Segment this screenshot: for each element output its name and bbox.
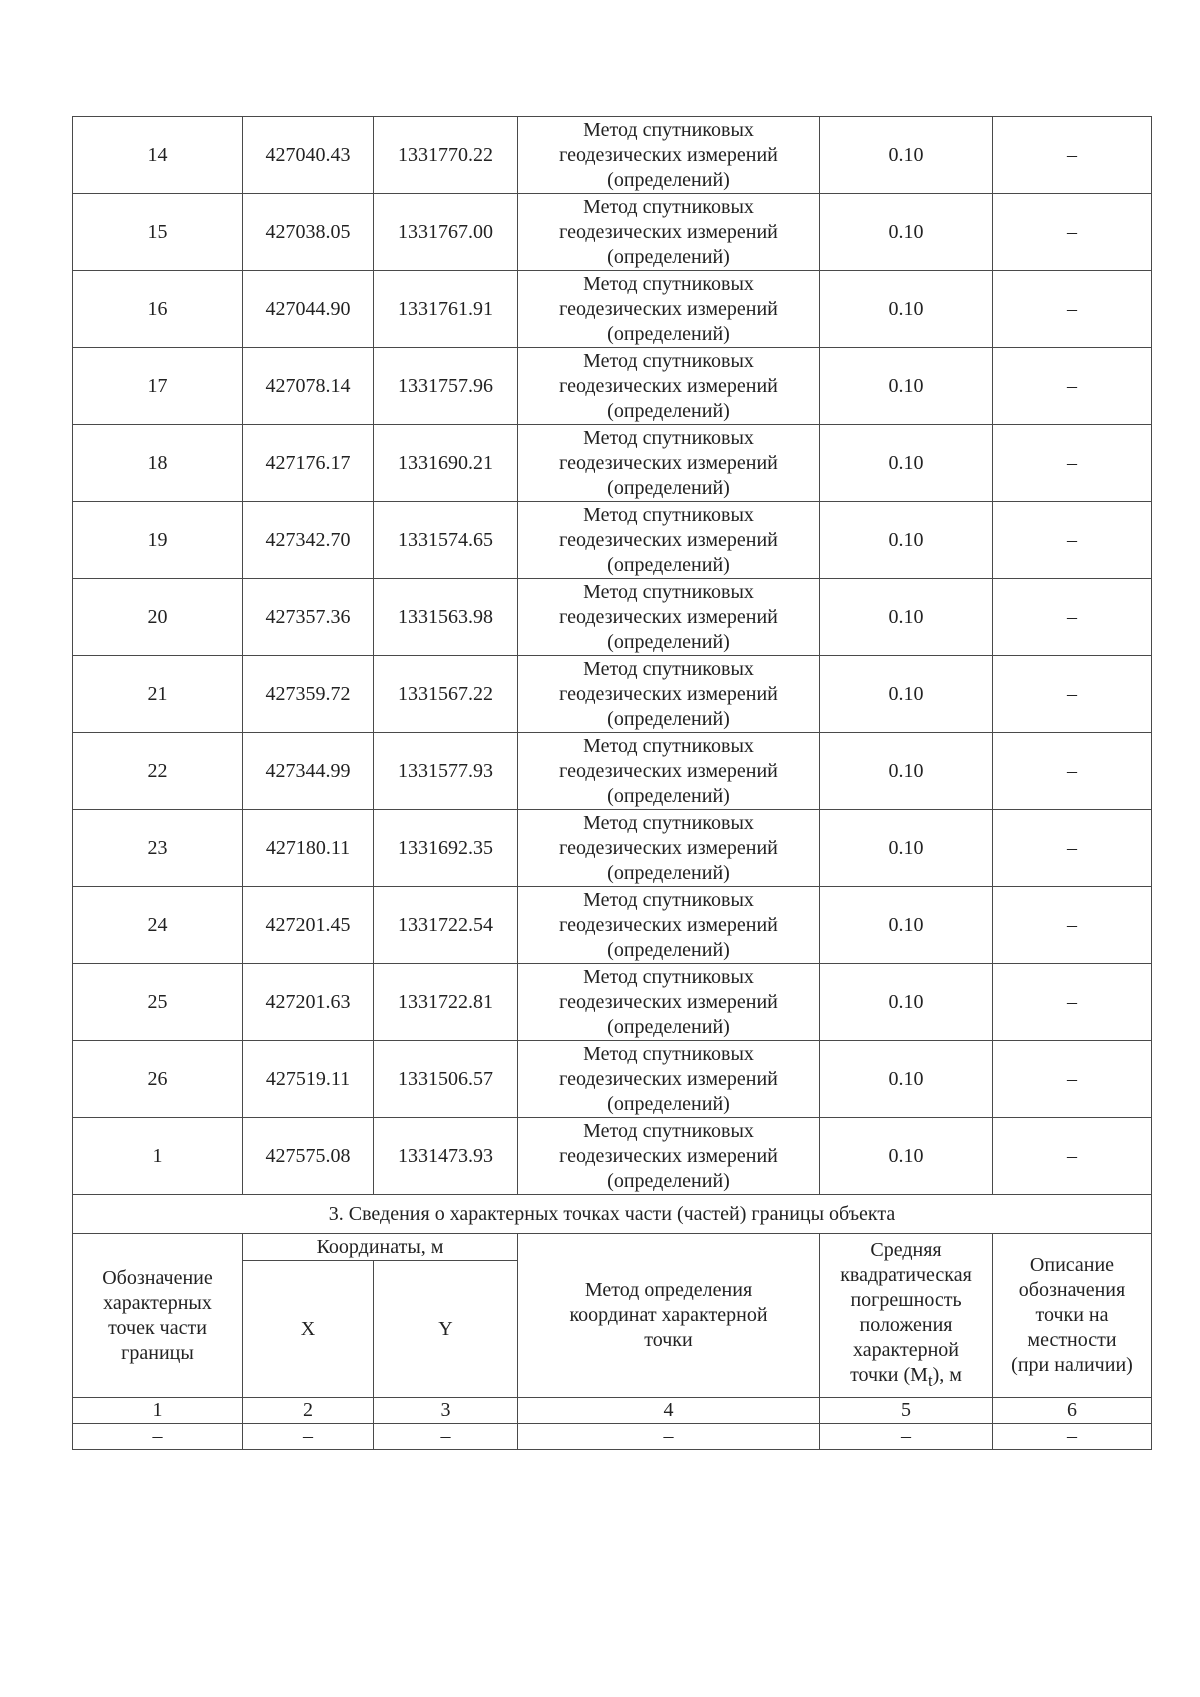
- point-number-cell: 23: [73, 810, 243, 887]
- x-coordinate-cell: 427359.72: [243, 656, 374, 733]
- description-cell: –: [993, 656, 1152, 733]
- point-number-cell: 19: [73, 502, 243, 579]
- point-row: [73, 194, 1152, 271]
- point-number-cell: 18: [73, 425, 243, 502]
- y-coordinate-cell: 1331767.00: [374, 194, 518, 271]
- y-coordinate-cell: 1331722.81: [374, 964, 518, 1041]
- column-number: 2: [243, 1398, 374, 1424]
- point-row: [73, 502, 1152, 579]
- empty-data-row: [73, 1424, 1152, 1450]
- method-cell: Метод спутниковых геодезических измерений (определений): [518, 348, 820, 425]
- error-cell: 0.10: [820, 425, 993, 502]
- method-cell: Метод спутниковых геодезических измерений (определений): [518, 733, 820, 810]
- error-cell: 0.10: [820, 964, 993, 1041]
- error-cell: 0.10: [820, 348, 993, 425]
- y-coordinate-cell: 1331473.93: [374, 1118, 518, 1195]
- point-number-cell: 16: [73, 271, 243, 348]
- method-cell: Метод спутниковых геодезических измерений (определений): [518, 579, 820, 656]
- method-cell: Метод спутниковых геодезических измерений (определений): [518, 271, 820, 348]
- point-number-cell: 1: [73, 1118, 243, 1195]
- point-row: [73, 656, 1152, 733]
- x-coordinate-cell: 427357.36: [243, 579, 374, 656]
- error-cell: 0.10: [820, 117, 993, 194]
- point-number-cell: 17: [73, 348, 243, 425]
- coordinates-table: [72, 116, 1152, 1450]
- column-numbers-row: [73, 1398, 1152, 1424]
- x-coordinate-cell: 427342.70: [243, 502, 374, 579]
- point-row: [73, 733, 1152, 810]
- x-coordinate-cell: 427201.63: [243, 964, 374, 1041]
- point-number-cell: 21: [73, 656, 243, 733]
- x-coordinate-cell: 427044.90: [243, 271, 374, 348]
- column-number: 1: [73, 1398, 243, 1424]
- point-row: [73, 348, 1152, 425]
- error-cell: 0.10: [820, 810, 993, 887]
- error-cell: 0.10: [820, 656, 993, 733]
- empty-cell: –: [243, 1424, 374, 1450]
- error-cell: 0.10: [820, 194, 993, 271]
- column-number: 5: [820, 1398, 993, 1424]
- method-cell: Метод спутниковых геодезических измерений (определений): [518, 502, 820, 579]
- point-row: [73, 1041, 1152, 1118]
- error-cell: 0.10: [820, 502, 993, 579]
- method-cell: Метод спутниковых геодезических измерений (определений): [518, 964, 820, 1041]
- point-row: [73, 117, 1152, 194]
- y-coordinate-cell: 1331577.93: [374, 733, 518, 810]
- header-method: Метод определения координат характерной точки: [518, 1234, 820, 1398]
- column-number: 4: [518, 1398, 820, 1424]
- error-cell: 0.10: [820, 733, 993, 810]
- section-title-row: [73, 1195, 1152, 1234]
- description-cell: –: [993, 887, 1152, 964]
- y-coordinate-cell: 1331722.54: [374, 887, 518, 964]
- error-cell: 0.10: [820, 1041, 993, 1118]
- point-row: [73, 887, 1152, 964]
- error-cell: 0.10: [820, 579, 993, 656]
- description-cell: –: [993, 964, 1152, 1041]
- point-number-cell: 24: [73, 887, 243, 964]
- description-cell: –: [993, 348, 1152, 425]
- method-cell: Метод спутниковых геодезических измерений (определений): [518, 656, 820, 733]
- method-cell: Метод спутниковых геодезических измерений (определений): [518, 1118, 820, 1195]
- point-row: [73, 425, 1152, 502]
- header-error-suffix: ), м: [932, 1364, 962, 1386]
- header-coordinates: Координаты, м: [243, 1234, 518, 1261]
- method-cell: Метод спутниковых геодезических измерений (определений): [518, 1041, 820, 1118]
- header-row-1: [73, 1234, 1152, 1261]
- empty-cell: –: [820, 1424, 993, 1450]
- points-table-body: [73, 117, 1152, 1450]
- header-error-subscript: t: [927, 1371, 933, 1390]
- error-cell: 0.10: [820, 271, 993, 348]
- y-coordinate-cell: 1331770.22: [374, 117, 518, 194]
- empty-cell: –: [993, 1424, 1152, 1450]
- description-cell: –: [993, 117, 1152, 194]
- description-cell: –: [993, 271, 1152, 348]
- description-cell: –: [993, 425, 1152, 502]
- x-coordinate-cell: 427344.99: [243, 733, 374, 810]
- method-cell: Метод спутниковых геодезических измерений (определений): [518, 887, 820, 964]
- x-coordinate-cell: 427180.11: [243, 810, 374, 887]
- empty-cell: –: [518, 1424, 820, 1450]
- description-cell: –: [993, 1041, 1152, 1118]
- description-cell: –: [993, 733, 1152, 810]
- point-number-cell: 20: [73, 579, 243, 656]
- y-coordinate-cell: 1331563.98: [374, 579, 518, 656]
- header-x: X: [243, 1261, 374, 1398]
- point-row: [73, 1118, 1152, 1195]
- point-number-cell: 26: [73, 1041, 243, 1118]
- y-coordinate-cell: 1331567.22: [374, 656, 518, 733]
- header-y: Y: [374, 1261, 518, 1398]
- point-number-cell: 14: [73, 117, 243, 194]
- point-row: [73, 271, 1152, 348]
- x-coordinate-cell: 427078.14: [243, 348, 374, 425]
- x-coordinate-cell: 427201.45: [243, 887, 374, 964]
- point-number-cell: 25: [73, 964, 243, 1041]
- y-coordinate-cell: 1331692.35: [374, 810, 518, 887]
- y-coordinate-cell: 1331757.96: [374, 348, 518, 425]
- point-number-cell: 22: [73, 733, 243, 810]
- column-number: 3: [374, 1398, 518, 1424]
- header-error-prefix: Средняя квадратическая погрешность положения характерной точки (M: [840, 1239, 972, 1386]
- point-row: [73, 810, 1152, 887]
- description-cell: –: [993, 1118, 1152, 1195]
- method-cell: Метод спутниковых геодезических измерений (определений): [518, 117, 820, 194]
- header-point-designation: Обозначение характерных точек части границы: [73, 1234, 243, 1398]
- y-coordinate-cell: 1331574.65: [374, 502, 518, 579]
- description-cell: –: [993, 194, 1152, 271]
- method-cell: Метод спутниковых геодезических измерений (определений): [518, 194, 820, 271]
- method-cell: Метод спутниковых геодезических измерений (определений): [518, 425, 820, 502]
- point-row: [73, 579, 1152, 656]
- point-number-cell: 15: [73, 194, 243, 271]
- x-coordinate-cell: 427519.11: [243, 1041, 374, 1118]
- header-error: [820, 1234, 993, 1398]
- section-title: 3. Сведения о характерных точках части (частей) границы объекта: [73, 1195, 1152, 1234]
- x-coordinate-cell: 427575.08: [243, 1118, 374, 1195]
- y-coordinate-cell: 1331506.57: [374, 1041, 518, 1118]
- description-cell: –: [993, 810, 1152, 887]
- description-cell: –: [993, 502, 1152, 579]
- y-coordinate-cell: 1331761.91: [374, 271, 518, 348]
- header-description: Описание обозначения точки на местности (при наличии): [993, 1234, 1152, 1398]
- x-coordinate-cell: 427038.05: [243, 194, 374, 271]
- column-number: 6: [993, 1398, 1152, 1424]
- x-coordinate-cell: 427040.43: [243, 117, 374, 194]
- error-cell: 0.10: [820, 1118, 993, 1195]
- point-row: [73, 964, 1152, 1041]
- error-cell: 0.10: [820, 887, 993, 964]
- empty-cell: –: [374, 1424, 518, 1450]
- description-cell: –: [993, 579, 1152, 656]
- method-cell: Метод спутниковых геодезических измерений (определений): [518, 810, 820, 887]
- x-coordinate-cell: 427176.17: [243, 425, 374, 502]
- empty-cell: –: [73, 1424, 243, 1450]
- y-coordinate-cell: 1331690.21: [374, 425, 518, 502]
